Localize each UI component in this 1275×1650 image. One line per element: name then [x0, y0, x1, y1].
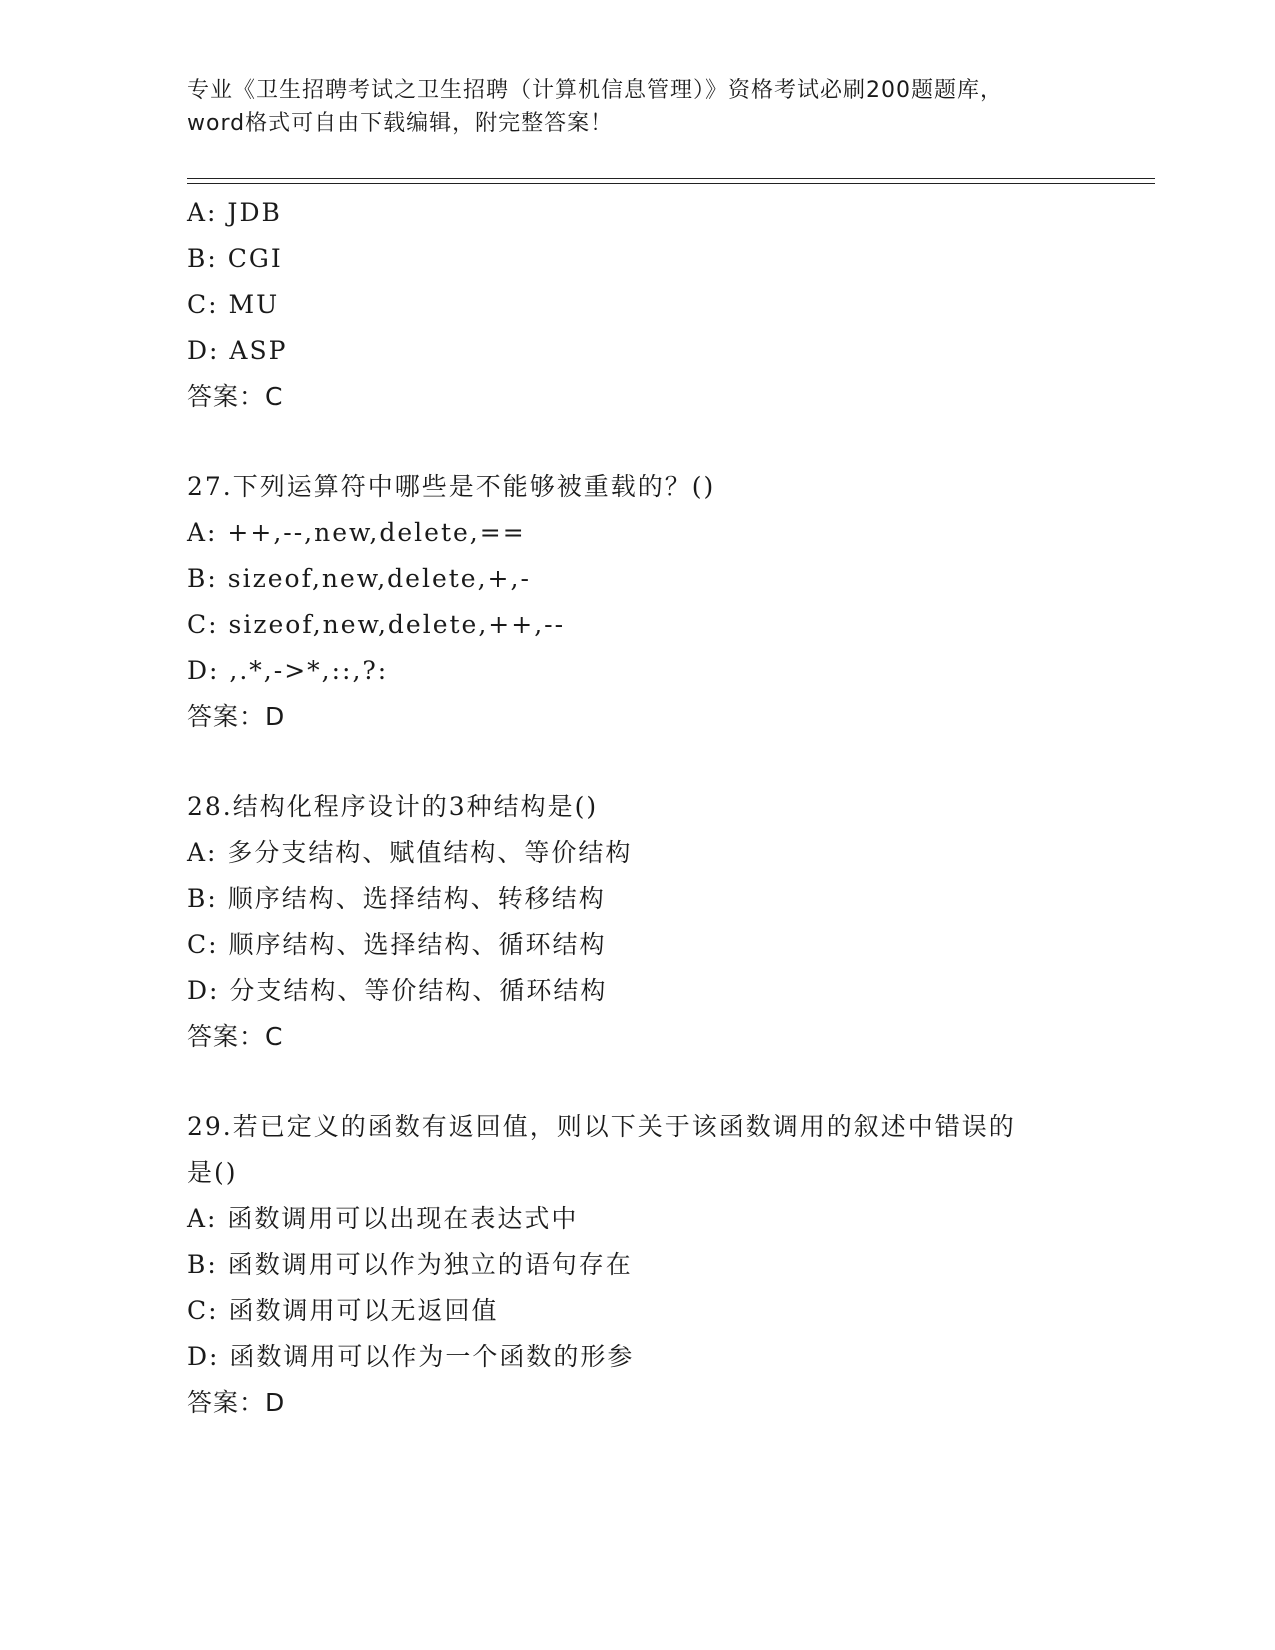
option-d: D: ,.*,->*,::,?: [187, 656, 389, 685]
option-c: C: 函数调用可以无返回值 [187, 1296, 499, 1325]
header-divider-bottom [187, 183, 1155, 184]
option-d: D: 分支结构、等价结构、循环结构 [187, 976, 608, 1005]
header-divider-top [187, 178, 1155, 179]
spacer [187, 740, 1127, 784]
option-b: B: CGI [187, 244, 283, 273]
question-block-27 [187, 464, 1127, 740]
option-a: A: JDB [187, 198, 282, 227]
question-title: 29.若已定义的函数有返回值，则以下关于该函数调用的叙述中错误的 [187, 1112, 1016, 1141]
header-title-line-2: word格式可自由下载编辑，附完整答案！ [187, 111, 614, 136]
question-title: 27.下列运算符中哪些是不能够被重载的？() [187, 472, 716, 501]
question-content [187, 190, 1127, 1426]
answer-label: 答案：D [187, 1388, 286, 1417]
option-a: A: 函数调用可以出现在表达式中 [187, 1204, 579, 1233]
option-a: A: ++,--,new,delete,== [187, 518, 526, 547]
option-d: D: 函数调用可以作为一个函数的形参 [187, 1342, 635, 1371]
header-title-line-1: 专业《卫生招聘考试之卫生招聘（计算机信息管理）》资格考试必刷200题题库， [187, 78, 1003, 103]
question-title-continued: 是() [187, 1158, 238, 1187]
answer-label: 答案：C [187, 382, 284, 411]
option-b: B: 顺序结构、选择结构、转移结构 [187, 884, 606, 913]
option-c: C: MU [187, 290, 280, 319]
answer-label: 答案：C [187, 1022, 284, 1051]
spacer [187, 420, 1127, 464]
answer-label: 答案：D [187, 702, 286, 731]
option-c: C: sizeof,new,delete,++,-- [187, 610, 566, 639]
spacer [187, 1060, 1127, 1104]
document-header [187, 74, 1087, 140]
question-block-29 [187, 1104, 1127, 1426]
option-d: D: ASP [187, 336, 288, 365]
question-block-26 [187, 190, 1127, 420]
question-title: 28.结构化程序设计的3种结构是() [187, 792, 599, 821]
option-a: A: 多分支结构、赋值结构、等价结构 [187, 838, 633, 867]
option-b: B: sizeof,new,delete,+,- [187, 564, 531, 593]
option-b: B: 函数调用可以作为独立的语句存在 [187, 1250, 633, 1279]
question-block-28 [187, 784, 1127, 1060]
option-c: C: 顺序结构、选择结构、循环结构 [187, 930, 607, 959]
